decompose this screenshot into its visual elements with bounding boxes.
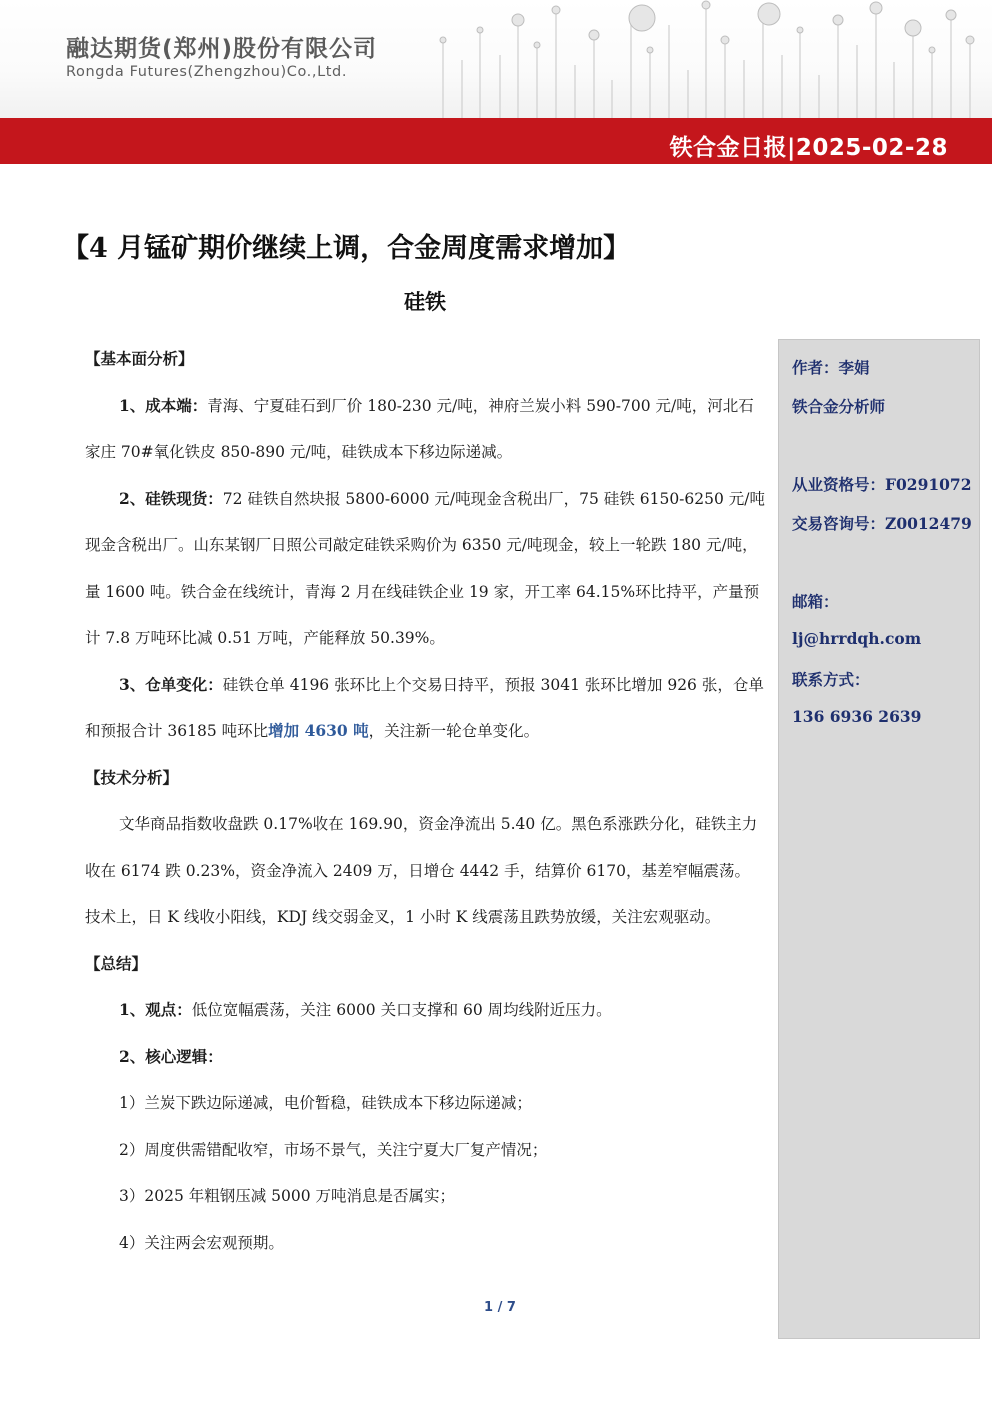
paragraph-view	[85, 987, 765, 1034]
page-number: 1 / 7	[484, 1300, 516, 1315]
report-tag: 铁合金日报|2025-02-28	[669, 135, 948, 161]
email-label: 邮箱：	[792, 592, 839, 611]
author-sidebar	[778, 339, 980, 1339]
page-subtitle: 硅铁	[404, 289, 446, 314]
author-name: 作者：李娟	[792, 358, 870, 377]
logic-item: 3）2025 年粗钢压减 5000 万吨消息是否属实；	[119, 1187, 456, 1205]
paragraph-technical: 文华商品指数收盘跌 0.17%收在 169.90，资金净流出 5.40 亿。黑色系涨跌分化，硅铁主力收在 6174 跌 0.23%，资金净流入 2409 万，日增仓 4442 手，结算价 6170，基差窄幅震荡。技术上，日 K 线收小阳线，KDJ 线交弱金叉，1 小时 K 线震荡且跌势放缓，关注宏观驱动。	[85, 815, 758, 926]
section-heading-summary: 【总结】	[85, 953, 148, 973]
label-logic: 2、核心逻辑：	[119, 1046, 223, 1066]
text-view: 低位宽幅震荡，关注 6000 关口支撑和 60 周均线附近压力。	[191, 1001, 612, 1019]
phone-number: 136 6936 2639	[792, 707, 922, 726]
label-view: 1、观点：	[119, 1000, 192, 1019]
email-link[interactable]: lj@hrrdqh.com	[792, 629, 922, 648]
text-cost: 青海、宁夏硅石到厂价 180-230 元/吨，神府兰炭小料 590-700 元/吨，河北石家庄 70#氧化铁皮 850-890 元/吨，硅铁成本下移边际递减。	[85, 396, 754, 461]
logic-item: 4）关注两会宏观预期。	[119, 1233, 284, 1252]
contact-label: 联系方式：	[792, 670, 870, 689]
company-name-en: Rongda Futures(Zhengzhou)Co.,Ltd.	[66, 64, 348, 80]
label-spot: 2、硅铁现货：	[119, 488, 223, 508]
text-warrant-2: ，关注新一轮仓单变化。	[368, 722, 540, 740]
page-header	[0, 0, 992, 118]
section-heading-technical: 【技术分析】	[85, 767, 179, 787]
paragraph-spot	[85, 476, 765, 662]
paragraph-logic-label	[85, 1034, 765, 1081]
highlight-warrant: 增加 4630 吨	[268, 721, 369, 740]
license-number: 从业资格号：F0291072	[792, 475, 972, 494]
page-title: 【4 月锰矿期价继续上调，合金周度需求增加】	[62, 233, 631, 264]
paragraph-cost	[85, 383, 765, 476]
label-cost: 1、成本端：	[119, 395, 208, 415]
label-warrant: 3、仓单变化：	[119, 674, 223, 694]
report-body	[85, 336, 765, 1266]
paragraph-warrant	[85, 662, 765, 755]
text-warrant-1: 硅铁仓单 4196 张环比上个交易日持平，预报 3041 张环比增加 926 张，仓单和预报合计 36185 吨环比	[85, 675, 764, 740]
consult-number: 交易咨询号：Z0012479	[792, 514, 972, 533]
section-heading-fundamentals: 【基本面分析】	[85, 349, 194, 368]
company-name-cn: 融达期货(郑州)股份有限公司	[66, 36, 378, 62]
logic-item: 2）周度供需错配收窄，市场不景气，关注宁夏大厂复产情况；	[119, 1140, 548, 1159]
text-spot: 72 硅铁自然块报 5800-6000 元/吨现金含税出厂，75 硅铁 6150-6250 元/吨现金含税出厂。山东某钢厂日照公司敲定硅铁采购价为 6350 元/吨现金，较上一轮跌 180 元/吨，量 1600 吨。铁合金在线统计，青海 2 月在线硅铁企业 19 家，开工率 64.15%环比持平，产量预计 7.8 万吨环比减 0.51 万吨，产能释放 50.39%。	[85, 489, 766, 647]
logic-item: 1）兰炭下跌边际递减，电价暂稳，硅铁成本下移边际递减；	[119, 1094, 532, 1112]
author-role: 铁合金分析师	[792, 397, 886, 416]
